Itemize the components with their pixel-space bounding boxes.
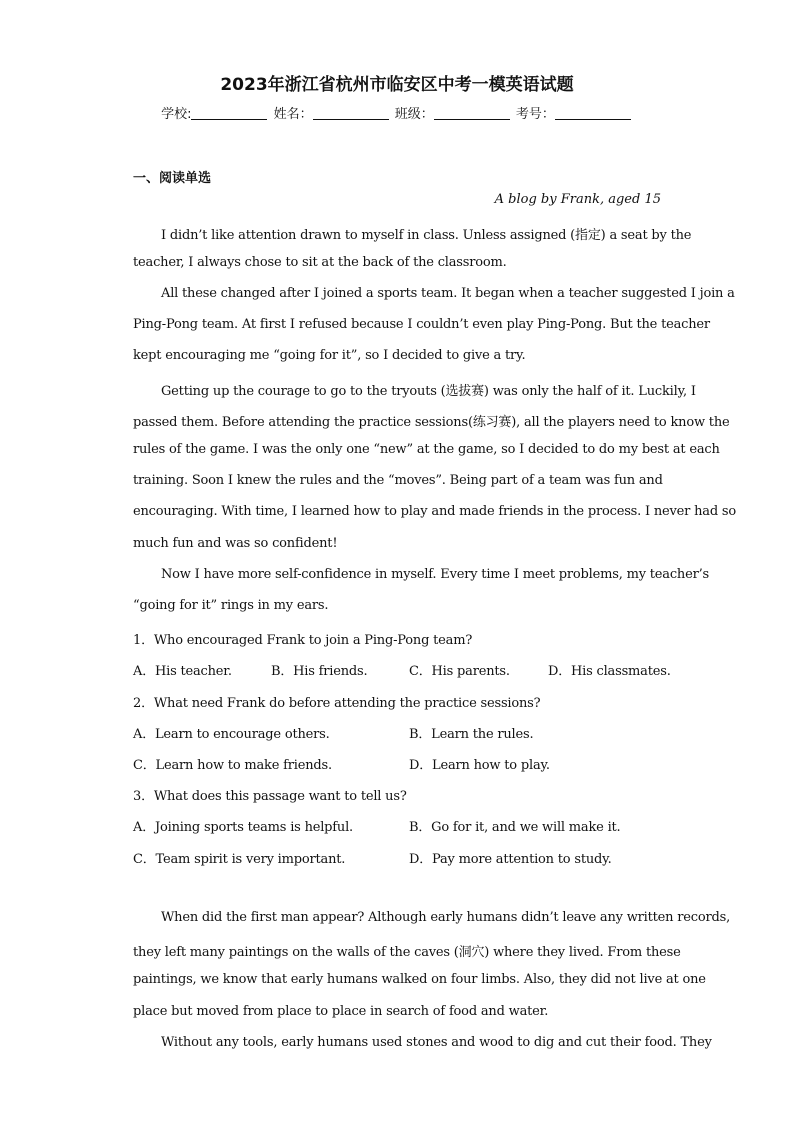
question-stem: 1．Who encouraged Frank to join a Ping-Pong team? [133,633,473,648]
passage-line: paintings, we know that early humans walked on four limbs. Also, they did not live at one [133,972,706,987]
passage-line: much fun and was so confident! [133,536,338,551]
class-blank[interactable] [434,105,510,120]
exam-number-label: 考号： [515,107,555,122]
passage-line: When did the first man appear? Although early humans didn’t leave any written records, [161,910,731,925]
passage-line: rules of the game. I was the only one “new” at the game, so I decided to do my best at each [133,442,720,457]
passage-line: Ping-Pong team. At first I refused because I couldn’t even play Ping-Pong. But the teacher [133,317,710,332]
passage-line: passed them. Before attending the practice sessions(练习赛), all the players need to know the [133,415,730,430]
answer-option[interactable]: C．Team spirit is very important. [133,852,346,867]
answer-option[interactable]: B．Learn the rules. [409,727,534,742]
answer-option[interactable]: A．His teacher. [133,664,232,679]
passage-line: “going for it” rings in my ears. [133,598,329,613]
page-title: 2023年浙江省杭州市临安区中考一模英语试题 [220,75,574,95]
answer-option[interactable]: A．Learn to encourage others. [133,727,330,742]
passage-line: teacher, I always chose to sit at the back of the classroom. [133,255,507,270]
passage-line: All these changed after I joined a sports team. It began when a teacher suggested I join a [161,286,735,301]
question-stem: 3．What does this passage want to tell us? [133,789,407,804]
answer-option[interactable]: A．Joining sports teams is helpful. [133,820,353,835]
name-label: 姓名： [273,107,313,122]
answer-option[interactable]: D．Learn how to play. [409,758,550,773]
name-blank[interactable] [313,105,389,120]
school-label: 学校: [161,107,192,122]
school-blank[interactable] [191,105,267,120]
answer-option[interactable]: D．Pay more attention to study. [409,852,612,867]
answer-option[interactable]: B．His friends. [271,664,368,679]
passage-line: I didn’t like attention drawn to myself in class. Unless assigned (指定) a seat by the [161,228,692,243]
exam-number-blank[interactable] [555,105,631,120]
answer-option[interactable]: B．Go for it, and we will make it. [409,820,621,835]
passage-line: Getting up the courage to go to the tryouts (选拔赛) was only the half of it. Luckily, I [161,384,696,399]
passage-byline: A blog by Frank, aged 15 [494,192,661,207]
passage-line: Now I have more self-confidence in myself. Every time I meet problems, my teacher’s [161,567,710,582]
passage-line: Without any tools, early humans used stones and wood to dig and cut their food. They [161,1035,712,1050]
passage-line: encouraging. With time, I learned how to play and made friends in the process. I never had so [133,504,736,519]
answer-option[interactable]: C．Learn how to make friends. [133,758,332,773]
passage-line: kept encouraging me “going for it”, so I decided to give a try. [133,348,526,363]
passage-line: training. Soon I knew the rules and the “moves”. Being part of a team was fun and [133,473,663,488]
passage-line: place but moved from place to place in search of food and water. [133,1004,549,1019]
passage-line: they left many paintings on the walls of the caves (洞穴) where they lived. From these [133,945,681,960]
student-info-fields [0,103,794,122]
answer-option[interactable]: D．His classmates. [548,664,671,679]
question-stem: 2．What need Frank do before attending the practice sessions? [133,696,541,711]
class-label: 班级： [394,107,434,122]
section-heading: 一、阅读单选 [133,171,212,186]
answer-option[interactable]: C．His parents. [409,664,510,679]
